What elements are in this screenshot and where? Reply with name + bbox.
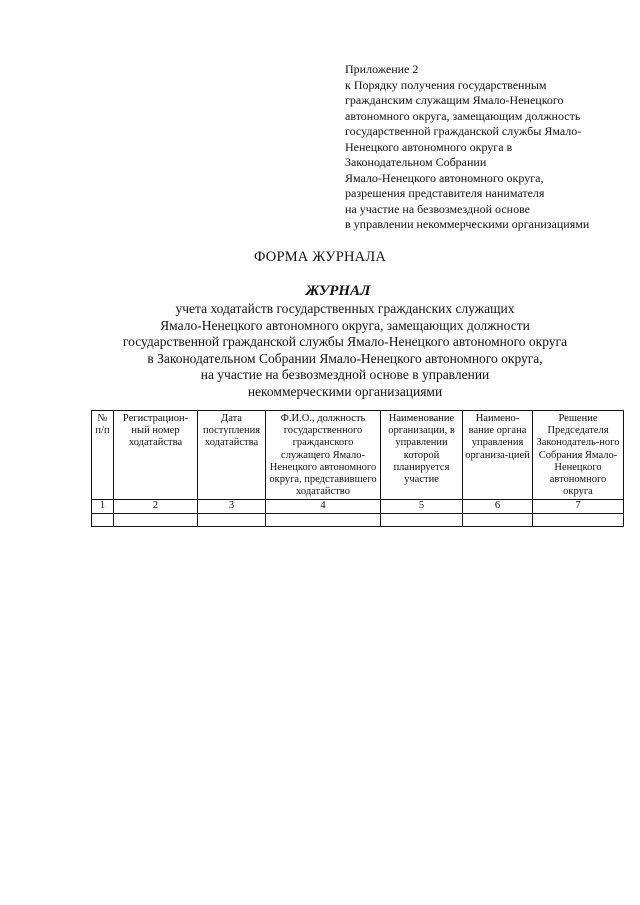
column-number: 2: [114, 500, 198, 513]
annex-block: [345, 62, 635, 233]
subtitle-line: государственной гражданской службы Ямало-Ненецкого автономного округа: [122, 334, 568, 350]
column-number: 4: [266, 500, 381, 513]
header-cell-decision: Решение Председателя Законодатель-ного Собрания Ямало-Ненецкого автономного округа: [533, 411, 624, 500]
annex-line: гражданским служащим Ямало-Ненецкого: [345, 93, 564, 107]
header-cell-number: № п/п: [92, 411, 114, 500]
table-cell: [198, 513, 266, 526]
annex-line: разрешения представителя нанимателя: [345, 186, 545, 200]
header-cell-governing-body: Наимено-вание органа управления организа-цией: [463, 411, 533, 500]
annex-line: на участие на безвозмездной основе: [345, 201, 530, 216]
table-cell: [92, 513, 114, 526]
column-number: 1: [92, 500, 114, 513]
annex-line: государственной гражданской службы Ямало-: [345, 124, 582, 138]
subtitle-line: в Законодательном Собрании Ямало-Ненецкого автономного округа,: [147, 350, 543, 366]
annex-line: в управлении некоммерческими организациями: [345, 217, 590, 231]
column-number: 3: [198, 500, 266, 513]
subtitle-line: некоммерческими организациями: [247, 383, 443, 399]
table-number-row: [92, 500, 624, 513]
header-cell-registration: Регистрацион-ный номер ходатайства: [114, 411, 198, 500]
subtitle-line: учета ходатайств государственных гражданских служащих: [175, 301, 515, 316]
column-number: 7: [533, 500, 624, 513]
journal-table: [91, 410, 624, 527]
annex-line: к Порядку получения государственным: [345, 77, 547, 92]
table-row: [92, 513, 624, 526]
table-cell: [463, 513, 533, 526]
annex-line: Приложение 2: [345, 62, 419, 76]
table-cell: [114, 513, 198, 526]
header-cell-employee: Ф.И.О., должность государственного гражданского служащего Ямало-Ненецкого автономного округа, представившего ходатайство: [266, 411, 381, 500]
table-cell: [266, 513, 381, 526]
column-number: 6: [463, 500, 533, 513]
table-cell: [381, 513, 463, 526]
annex-line: автономного округа, замещающим должность: [345, 108, 581, 123]
column-number: 5: [381, 500, 463, 513]
table-cell: [533, 513, 624, 526]
subtitle-line: Ямало-Ненецкого автономного округа, замещающих должности: [160, 317, 530, 333]
header-cell-date: Дата поступления ходатайства: [198, 411, 266, 500]
subtitle-line: на участие на безвозмездной основе в управлении: [200, 367, 490, 383]
journal-title: ЖУРНАЛ: [305, 283, 371, 299]
form-title: ФОРМА ЖУРНАЛА: [253, 249, 387, 265]
journal-subtitle: [60, 301, 630, 401]
annex-line: Законодательном Собрании: [345, 155, 487, 169]
table-header-row: [92, 411, 624, 500]
annex-line: Ямало-Ненецкого автономного округа,: [345, 170, 544, 185]
annex-line: Ненецкого автономного округа в: [345, 139, 513, 154]
header-cell-organization: Наименование организации, в управлении которой планируется участие: [381, 411, 463, 500]
